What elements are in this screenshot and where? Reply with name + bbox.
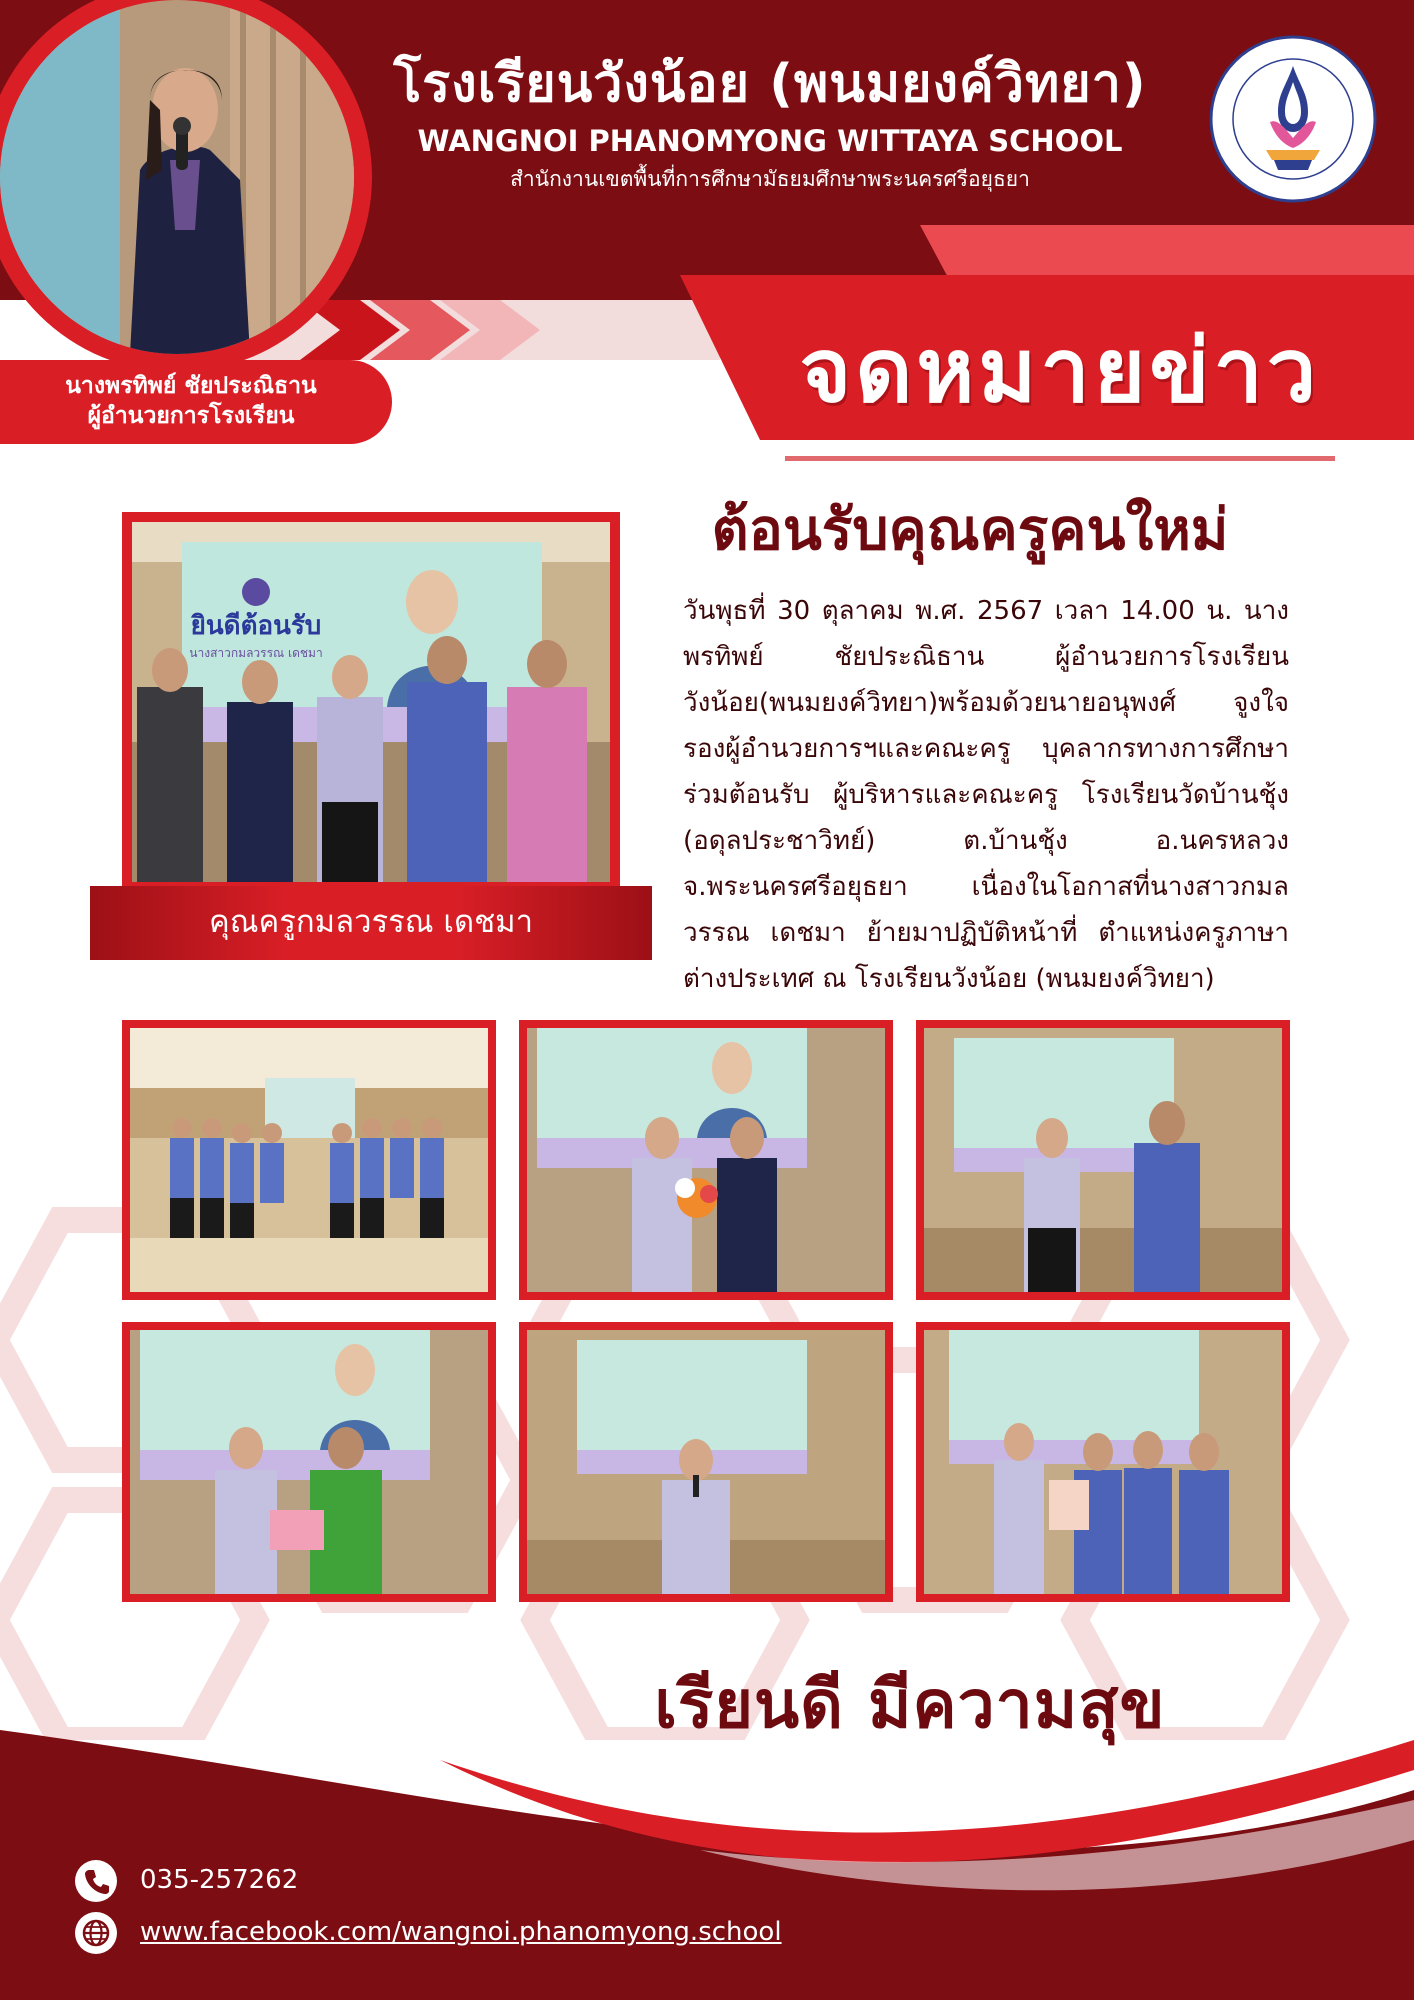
gallery-photo-1 (122, 1020, 496, 1300)
gallery-photo-2 (519, 1020, 893, 1300)
news-headline: ต้อนรับคุณครูคนใหม่ (711, 497, 1229, 563)
main-photo-caption: คุณครูกมลวรรณ เดชมา (208, 904, 534, 940)
phone-icon (75, 1860, 117, 1902)
globe-icon (75, 1912, 117, 1954)
director-name: นางพรทิพย์ ชัยประณิธาน (65, 373, 317, 399)
gallery-photo-5 (519, 1322, 893, 1602)
screen-title: ยินดีต้อนรับ (190, 611, 322, 641)
newsletter-title: จดหมายข่าว (799, 319, 1321, 422)
education-office: สำนักงานเขตพื้นที่การศึกษามัธยมศึกษาพระนครศรีอยุธยา (510, 167, 1030, 191)
gallery-photo-6 (916, 1322, 1290, 1602)
school-logo (1208, 34, 1378, 204)
facebook-link[interactable]: www.facebook.com/wangnoi.phanomyong.school (140, 1917, 782, 1947)
gallery-photo-3 (916, 1020, 1290, 1300)
director-photo (0, 0, 354, 354)
school-name-thai: โรงเรียนวังน้อย (พนมยงค์วิทยา) (393, 54, 1147, 114)
director-title: ผู้อำนวยการโรงเรียน (87, 403, 295, 429)
main-photo (132, 522, 610, 882)
footer-wave (0, 1700, 1414, 2000)
school-name-english: WANGNOI PHANOMYONG WITTAYA SCHOOL (417, 124, 1123, 158)
news-body-text: วันพุธที่ 30 ตุลาคม พ.ศ. 2567 เวลา 14.00 น. นางพรทิพย์ ชัยประณิธาน ผู้อำนวยการโรงเรียนวังน้อย(พนมยงค์วิทยา)พร้อมด้วยนายอนุพงศ์ จูงใจ รองผู้อำนวยการฯและคณะครู บุคลากรทางการศึกษา ร่วมต้อนรับ ผู้บริหารและคณะครู โรงเรียนวัดบ้านชุ้ง (อดุลประชาวิทย์) ต.บ้านชุ้ง อ.นครหลวง จ.พระนครศรีอยุธยา เนื่องในโอกาสที่นางสาวกมลวรรณ เดชมา ย้ายมาปฏิบัติหน้าที่ ตำแหน่งครูภาษาต่างประเทศ ณ โรงเรียนวังน้อย (พนมยงค์วิทยา) (683, 596, 1289, 994)
screen-subtitle: นางสาวกมลวรรณ เดชมา (189, 646, 323, 660)
school-slogan: เรียนดี มีความสุข (654, 1666, 1166, 1743)
gallery-photo-4 (122, 1322, 496, 1602)
title-underline (785, 456, 1335, 461)
contact-phone: 035-257262 (140, 1865, 299, 1895)
